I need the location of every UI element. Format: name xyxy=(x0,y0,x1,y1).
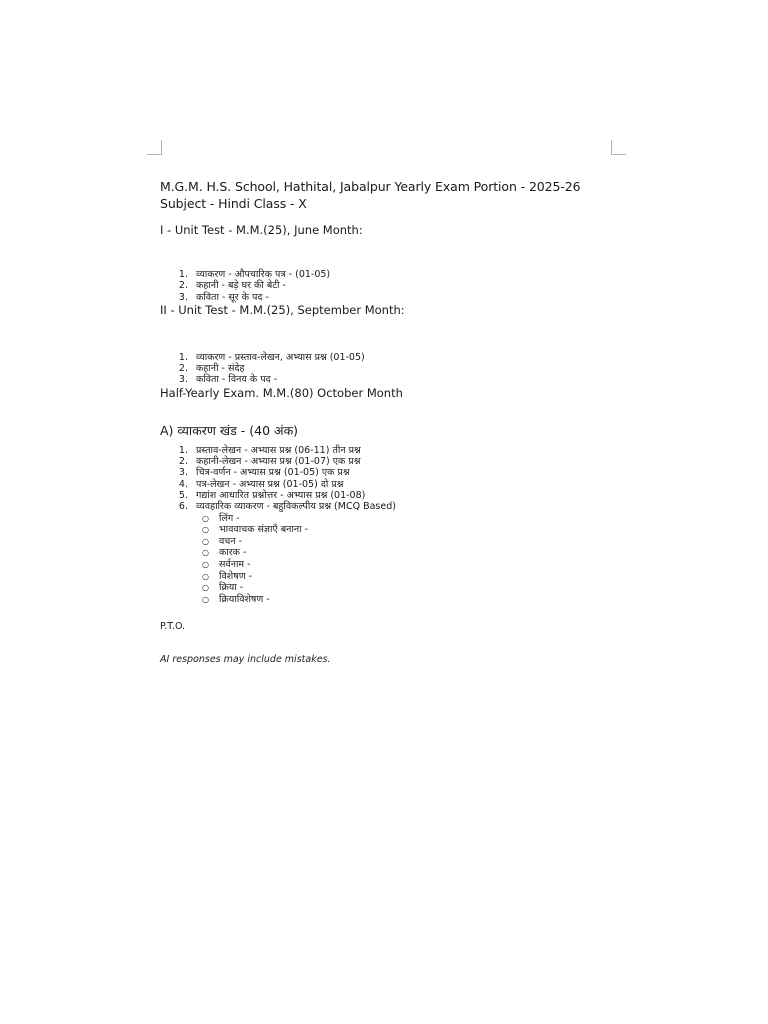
list-text: क्रिया - xyxy=(219,582,244,594)
grammar-topics-list xyxy=(160,513,620,606)
list-number: 3. xyxy=(178,291,188,303)
list-text: कहानी - संदेह xyxy=(196,363,245,375)
document-page xyxy=(160,178,620,665)
list-text: व्यवहारिक व्याकरण - बहुविकल्पीय प्रश्न (MCQ Based) xyxy=(196,501,396,513)
circle-bullet-icon: ○ xyxy=(202,594,209,604)
list-text: कविता - विनय के पद - xyxy=(196,374,278,386)
circle-bullet-icon: ○ xyxy=(202,513,209,523)
list-text: विशेषण - xyxy=(219,570,253,582)
list-number: 3. xyxy=(178,467,188,479)
list-text: पत्र-लेखन - अभ्यास प्रश्न (01-05) दो प्रश्न xyxy=(196,478,344,490)
unit-test-2-list xyxy=(160,352,620,386)
unit-test-2-heading: II - Unit Test - M.M.(25), September Month: xyxy=(160,302,405,317)
list-text: सर्वनाम - xyxy=(219,558,251,570)
list-item xyxy=(160,501,620,512)
list-number: 2. xyxy=(178,280,188,292)
list-number: 2. xyxy=(178,456,188,468)
unit-test-1-list xyxy=(160,269,620,303)
section-a-heading: A) व्याकरण खंड - (40 अंक) xyxy=(160,422,299,438)
page-corner-top-left xyxy=(147,140,162,155)
list-text: चित्र-वर्णन - अभ्यास प्रश्न (01-05) एक प्रश्न xyxy=(196,467,350,479)
circle-bullet-icon: ○ xyxy=(202,559,209,569)
list-number: 3. xyxy=(178,374,188,386)
list-item xyxy=(160,363,620,374)
list-item xyxy=(160,456,620,467)
circle-bullet-icon: ○ xyxy=(202,548,209,558)
list-item xyxy=(160,374,620,385)
list-number: 1. xyxy=(178,444,188,456)
list-text: गद्यांश आधारित प्रश्नोत्तर - अभ्यास प्रश्न (01-08) xyxy=(196,489,366,501)
list-text: प्रस्ताव-लेखन - अभ्यास प्रश्न (06-11) तीन प्रश्न xyxy=(196,444,361,456)
document-title: M.G.M. H.S. School, Hathital, Jabalpur Yearly Exam Portion - 2025-26 Subject - Hindi Class - X xyxy=(160,179,581,211)
list-item xyxy=(160,571,620,583)
list-item xyxy=(160,524,620,536)
list-number: 1. xyxy=(178,351,188,363)
list-item xyxy=(160,594,620,606)
list-text: व्याकरण - प्रस्ताव-लेखन, अभ्यास प्रश्न (01-05) xyxy=(196,351,365,363)
please-turn-over-note: P.T.O. xyxy=(160,621,186,633)
circle-bullet-icon: ○ xyxy=(202,571,209,581)
half-yearly-heading: Half-Yearly Exam. M.M.(80) October Month xyxy=(160,385,403,400)
list-text: लिंग - xyxy=(219,512,240,524)
list-text: वचन - xyxy=(219,535,243,547)
list-item xyxy=(160,445,620,456)
circle-bullet-icon: ○ xyxy=(202,525,209,535)
list-number: 1. xyxy=(178,269,188,280)
section-a-list xyxy=(160,445,620,513)
ai-disclaimer: AI responses may include mistakes. xyxy=(160,654,331,666)
list-number: 4. xyxy=(178,478,188,490)
list-text: व्याकरण - औपचारिक पत्र - (01-05) xyxy=(196,269,331,280)
list-item xyxy=(160,490,620,501)
list-text: क्रियाविशेषण - xyxy=(219,593,270,605)
list-item xyxy=(160,559,620,571)
list-item xyxy=(160,467,620,478)
list-item xyxy=(160,352,620,363)
list-item xyxy=(160,513,620,525)
circle-bullet-icon: ○ xyxy=(202,583,209,593)
page-corner-top-right xyxy=(611,140,626,155)
list-item xyxy=(160,479,620,490)
list-text: कविता - सूर के पद - xyxy=(196,291,269,303)
list-text: भाववाचक संज्ञाएँ बनाना - xyxy=(219,524,309,536)
list-item xyxy=(160,280,620,291)
list-item xyxy=(160,547,620,559)
list-text: कहानी-लेखन - अभ्यास प्रश्न (01-07) एक प्रश्न xyxy=(196,456,361,468)
list-number: 5. xyxy=(178,489,188,501)
list-text: कहानी - बड़े घर की बेटी - xyxy=(196,280,286,292)
list-item xyxy=(160,292,620,303)
list-number: 2. xyxy=(178,363,188,375)
list-number: 6. xyxy=(178,501,188,513)
list-text: कारक - xyxy=(219,547,247,559)
list-item xyxy=(160,536,620,548)
unit-test-1-heading: I - Unit Test - M.M.(25), June Month: xyxy=(160,223,363,237)
list-item xyxy=(160,582,620,594)
list-item xyxy=(160,269,620,280)
circle-bullet-icon: ○ xyxy=(202,536,209,546)
